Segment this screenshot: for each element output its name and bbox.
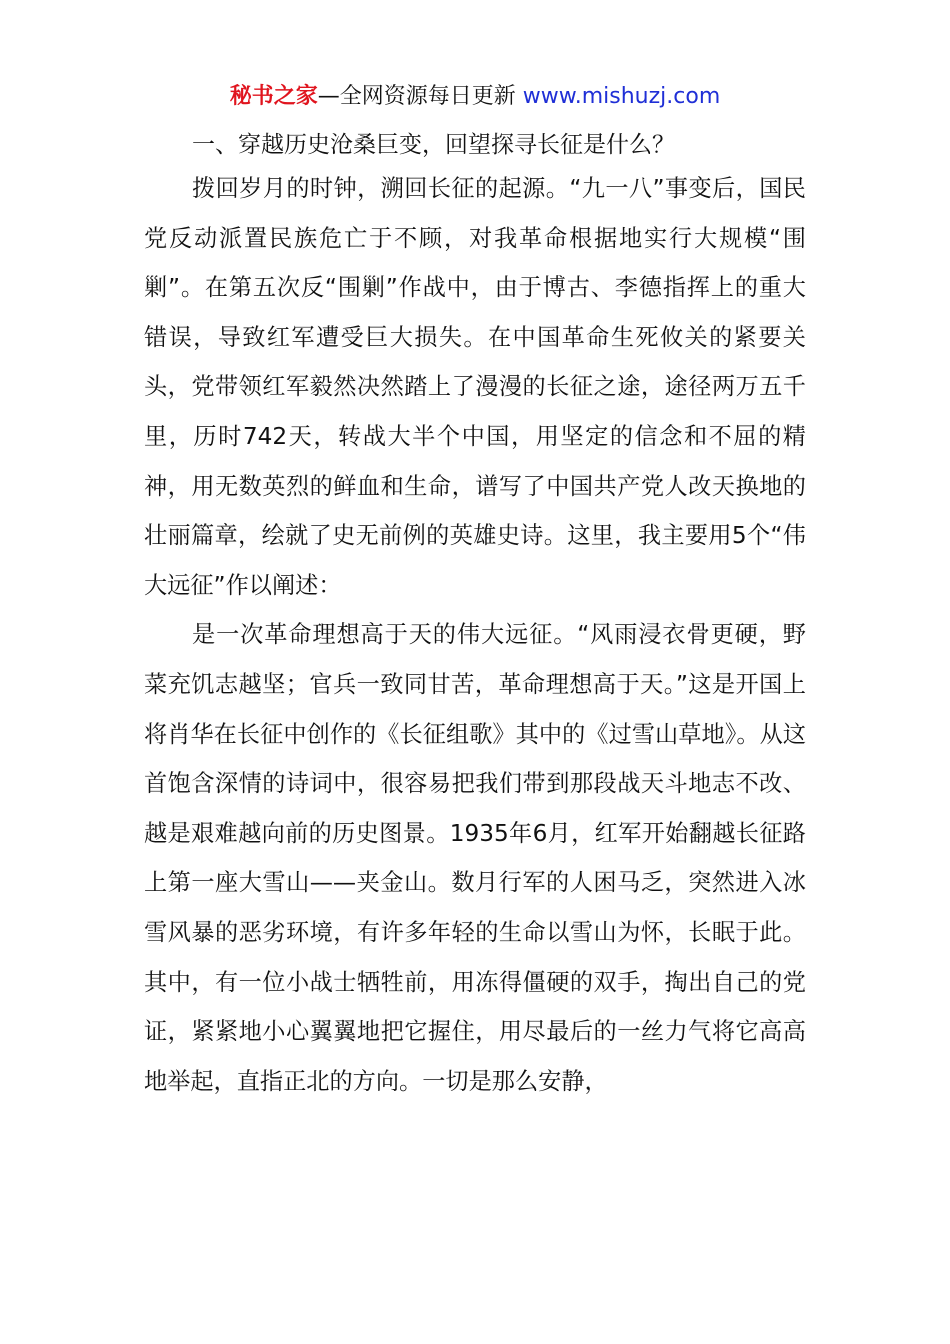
- site-tagline: —全网资源每日更新: [317, 84, 516, 109]
- section-heading: 一、穿越历史沧桑巨变，回望探寻长征是什么？: [192, 132, 675, 158]
- paragraph-ideal: 是一次革命理想高于天的伟大远征。“风雨浸衣骨更硬，野菜充饥志越坚；官兵一致同甘苦，革命理想高于天。”这是开国上将肖华在长征中创作的《长征组歌》其中的《过雪山草地》。从这首饱含深情的诗词中，很容易把我们带到那段战天斗地志不改、越是艰难越向前的历史图景。1935年6月，红军开始翻越长征路上第一座大雪山——夹金山。数月行军的人困马乏，突然进入冰雪风暴的恶劣环境，有许多年轻的生命以雪山为怀，长眠于此。其中，有一位小战士牺牲前，用冻得僵硬的双手，掏出自己的党证，紧紧地小心翼翼地把它握住，用尽最后的一丝力气将它高高地举起，直指正北的方向。一切是那么安静，: [144, 621, 806, 1095]
- document-body: [144, 126, 806, 1106]
- site-brand: 秘书之家: [229, 84, 318, 109]
- paragraph-history: 拨回岁月的时钟，溯回长征的起源。“九一八”事变后，国民党反动派置民族危亡于不顾，对我革命根据地实行大规模“围剿”。在第五次反“围剿”作战中，由于博古、李德指挥上的重大错误，导致红军遭受巨大损失。在中国革命生死攸关的紧要关头，党带领红军毅然决然踏上了漫漫的长征之途，途径两万五千里，历时742天，转战大半个中国，用坚定的信念和不屈的精神，用无数英烈的鲜血和生命，谱写了中国共产党人改天换地的壮丽篇章，绘就了史无前例的英雄史诗。这里，我主要用5个“伟大远征”作以阐述：: [144, 175, 806, 599]
- site-header: [0, 82, 950, 112]
- site-url-link[interactable]: www.mishuzj.com: [522, 84, 721, 109]
